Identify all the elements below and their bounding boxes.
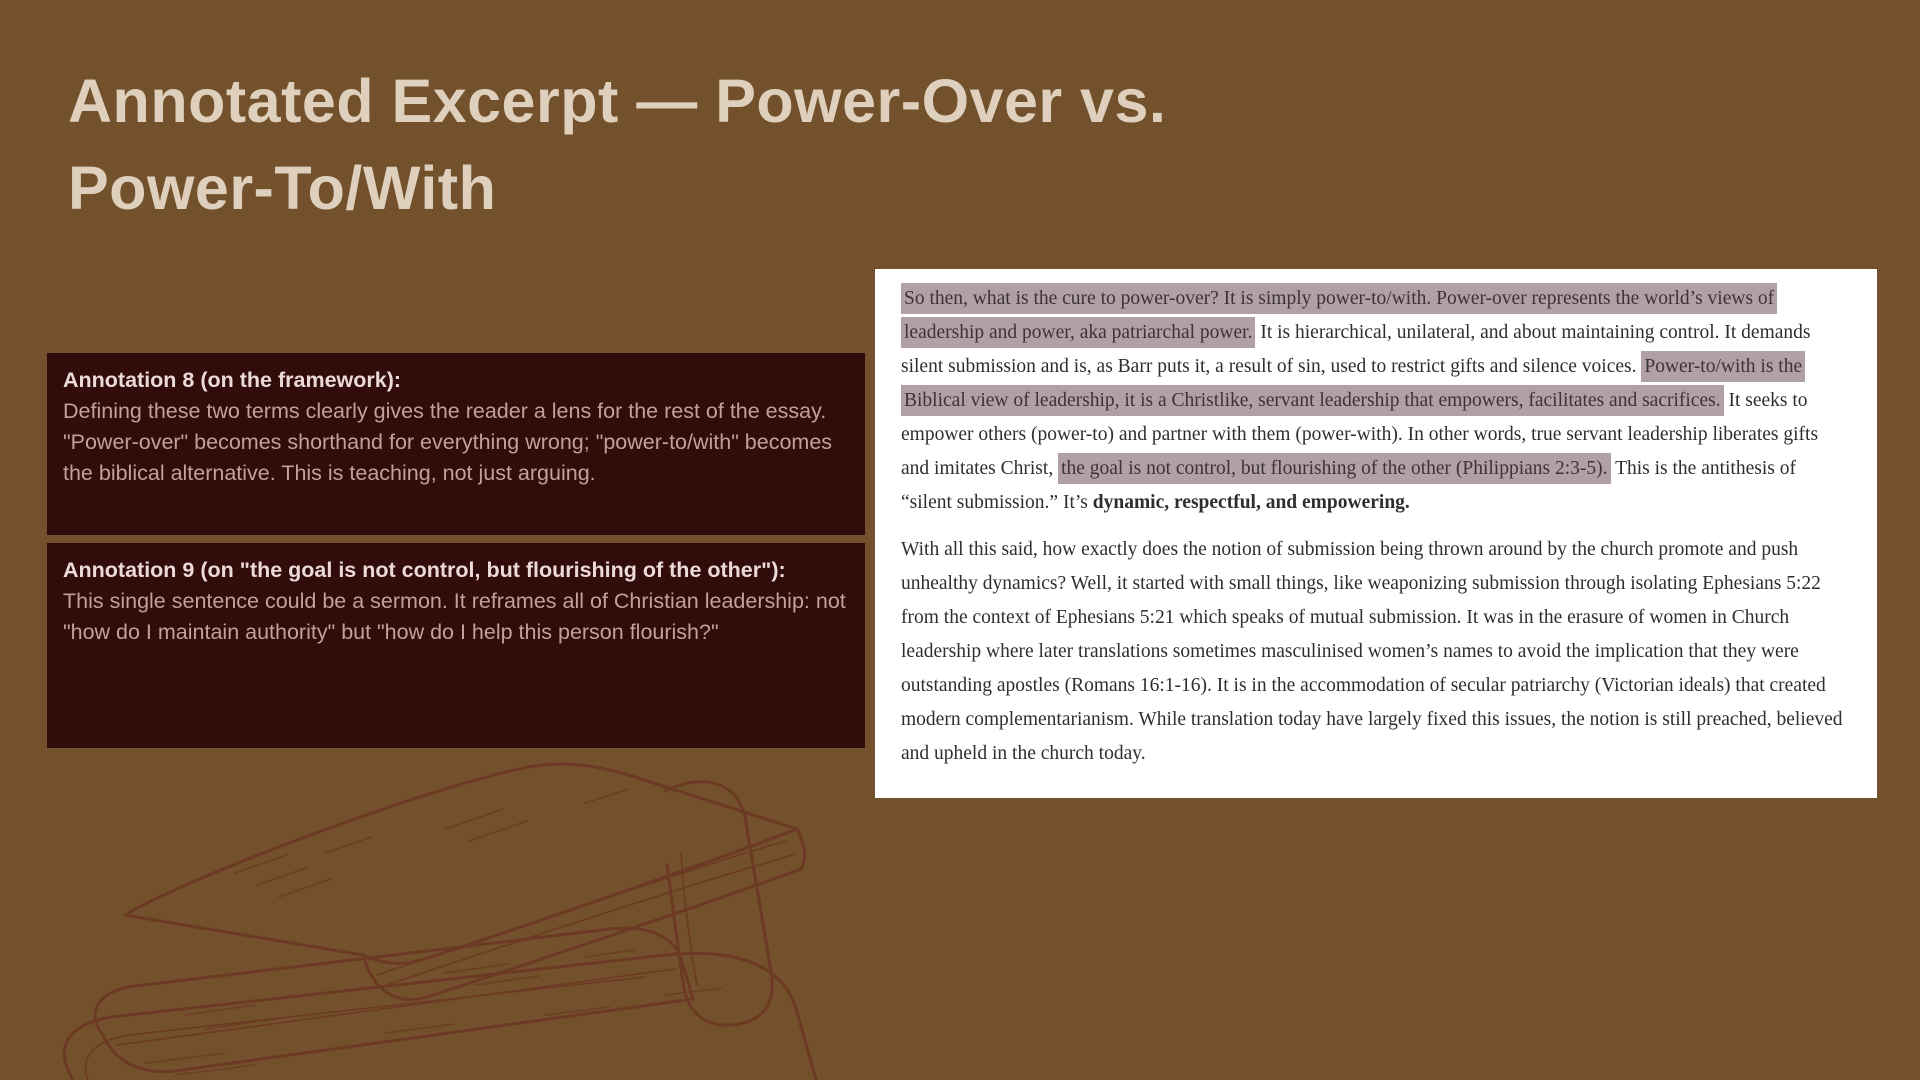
page-title: Annotated Excerpt — Power-Over vs. Power-To/With [68,67,1167,223]
books-sketch-illustration [25,733,865,1080]
highlight-segment: the goal is not control, but flourishing of the other (Philippians 2:3-5). [1058,453,1610,484]
annotation-8-heading: Annotation 8 (on the framework): [63,368,402,392]
highlight-segment: Power-to/with is the Biblical view of leadership, it is a Christlike, servant leadership that empowers, facilitates and sacrifices. [901,351,1805,416]
text-segment: It seeks to empower others (power-to) and partner with them (power-with). In other words, true servant leadership liberates gifts and imitates Christ, [901,390,1819,479]
annotation-8-card [47,353,865,535]
bold-text-segment: dynamic, respectful, and empowering. [1092,492,1410,513]
text-segment: This is the antithesis of “silent submission.” It’s [901,458,1796,513]
annotation-8-body: Defining these two terms clearly gives the reader a lens for the rest of the essay. "Power-over" becomes shorthand for everything wrong; "power-to/with" becomes the biblical alternative. This is teaching, not just arguing. [63,399,833,485]
annotation-9-card [47,543,865,748]
excerpt-paragraph-1 [901,282,1851,520]
highlight-segment: So then, what is the cure to power-over? It is simply power-to/with. Power-over represents the world’s views of leadership and power, aka patriarchal power. [901,283,1777,348]
annotation-9-body: This single sentence could be a sermon. It reframes all of Christian leadership: not "how do I maintain authority" but "how do I help this person flourish?" [63,589,846,644]
excerpt-panel [875,269,1877,798]
annotation-9-heading: Annotation 9 (on "the goal is not control, but flourishing of the other"): [63,558,786,582]
excerpt-paragraph-2: With all this said, how exactly does the notion of submission being thrown around by the church promote and push unhealthy dynamics? Well, it started with small things, like weaponizing submission through isolating Ephesians 5:22 from the context of Ephesians 5:21 which speaks of mutual submission. It was in the erasure of women in Church leadership where later translations sometimes masculinised women’s names to avoid the implication that they were outstanding apostles (Romans 16:1-16). It is in the accommodation of secular patriarchy (Victorian ideals) that created modern complementarianism. While translation today have largely fixed this issues, the notion is still preached, believed and upheld in the church today. [901,539,1843,764]
text-segment: It is hierarchical, unilateral, and about maintaining control. It demands silent submission and is, as Barr puts it, a result of sin, used to restrict gifts and silence voices. [901,322,1811,377]
